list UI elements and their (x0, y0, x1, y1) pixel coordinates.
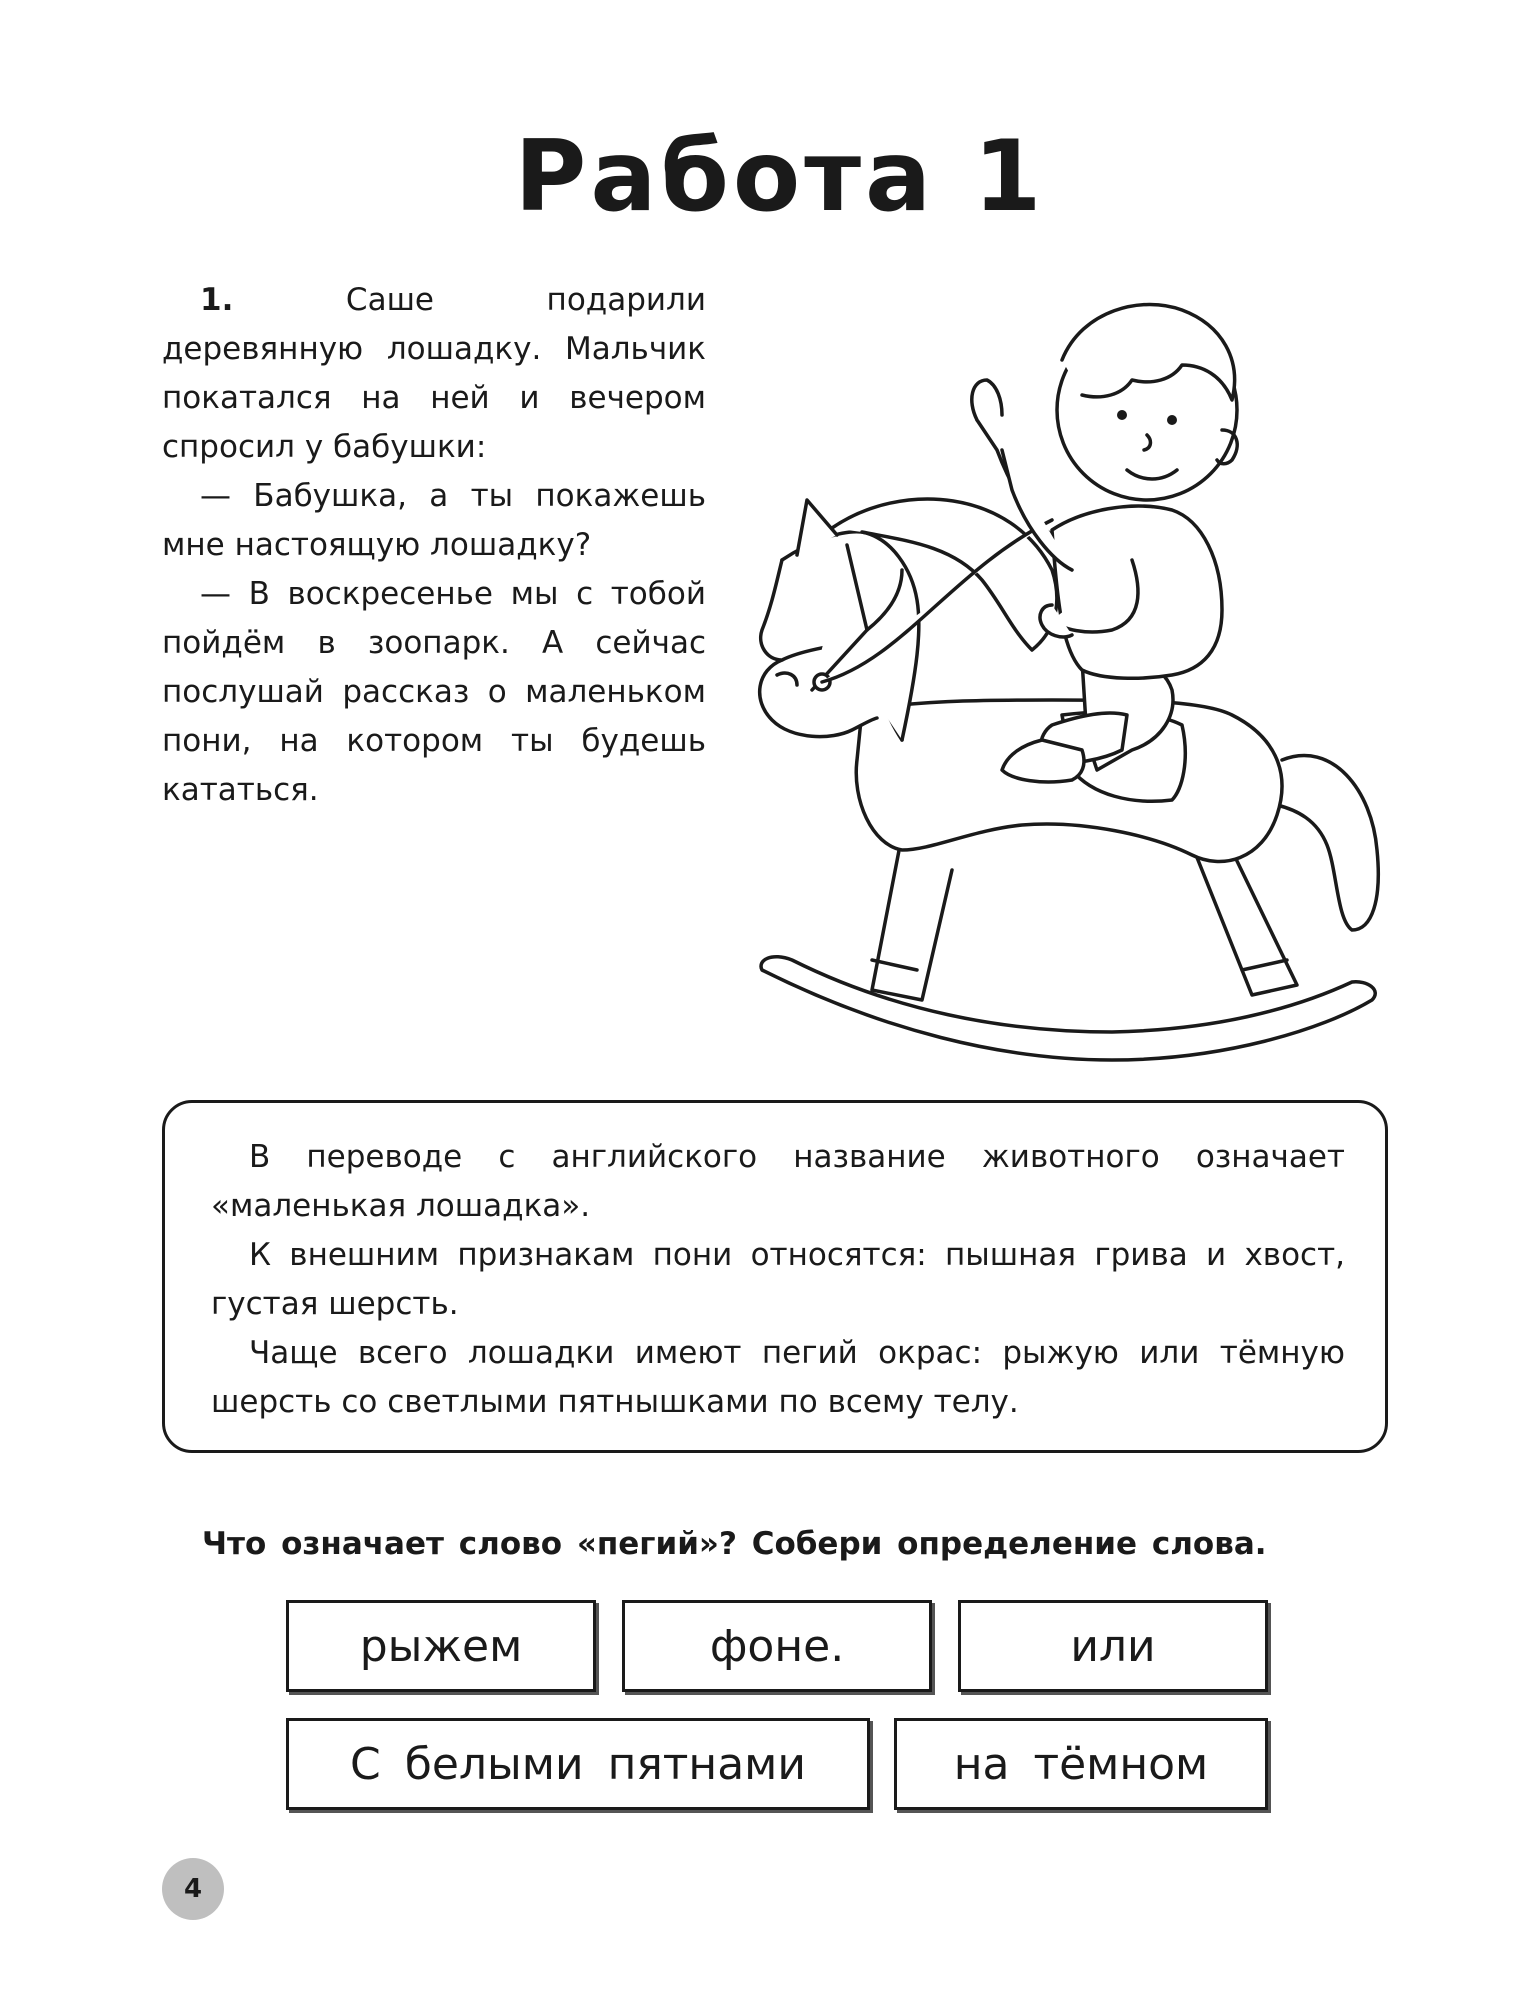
task-paragraph-3: — В воскресенье мы с тобой пойдём в зоопарк. А сейчас послушай рассказ о маленьком пони, на котором ты будешь кататься. (162, 576, 706, 808)
word-card-5[interactable]: на тёмном (894, 1718, 1268, 1810)
info-paragraph-2: К внешним признакам пони относятся: пышная грива и хвост, густая шерсть. (211, 1237, 1345, 1322)
task-paragraph-2: — Бабушка, а ты покажешь мне настоящую лошадку? (162, 478, 706, 563)
word-card-1[interactable]: рыжем (286, 1600, 596, 1692)
word-card-4[interactable]: С белыми пятнами (286, 1718, 870, 1810)
word-card-3[interactable]: или (958, 1600, 1268, 1692)
question-text: Что означает слово «пегий»? Собери определение слова. (202, 1526, 1267, 1562)
task-text (162, 276, 706, 815)
task-paragraph-1: 1. Саше подарили деревянную лошадку. Мальчик покатался на ней и вечером спросил у бабушки: (162, 282, 707, 465)
info-paragraph-3: Чаще всего лошадки имеют пегий окрас: рыжую или тёмную шерсть со светлыми пятнышками по всему телу. (211, 1335, 1345, 1420)
page-number: 4 (162, 1858, 224, 1920)
page-title: Работа 1 (514, 120, 1046, 234)
info-paragraph-1: В переводе с английского название животного означает «маленькая лошадка». (211, 1139, 1345, 1224)
boy-on-rocking-horse-icon (752, 270, 1392, 1070)
task-number: 1. (200, 282, 234, 318)
word-card-2[interactable]: фоне. (622, 1600, 932, 1692)
info-box (162, 1100, 1388, 1453)
